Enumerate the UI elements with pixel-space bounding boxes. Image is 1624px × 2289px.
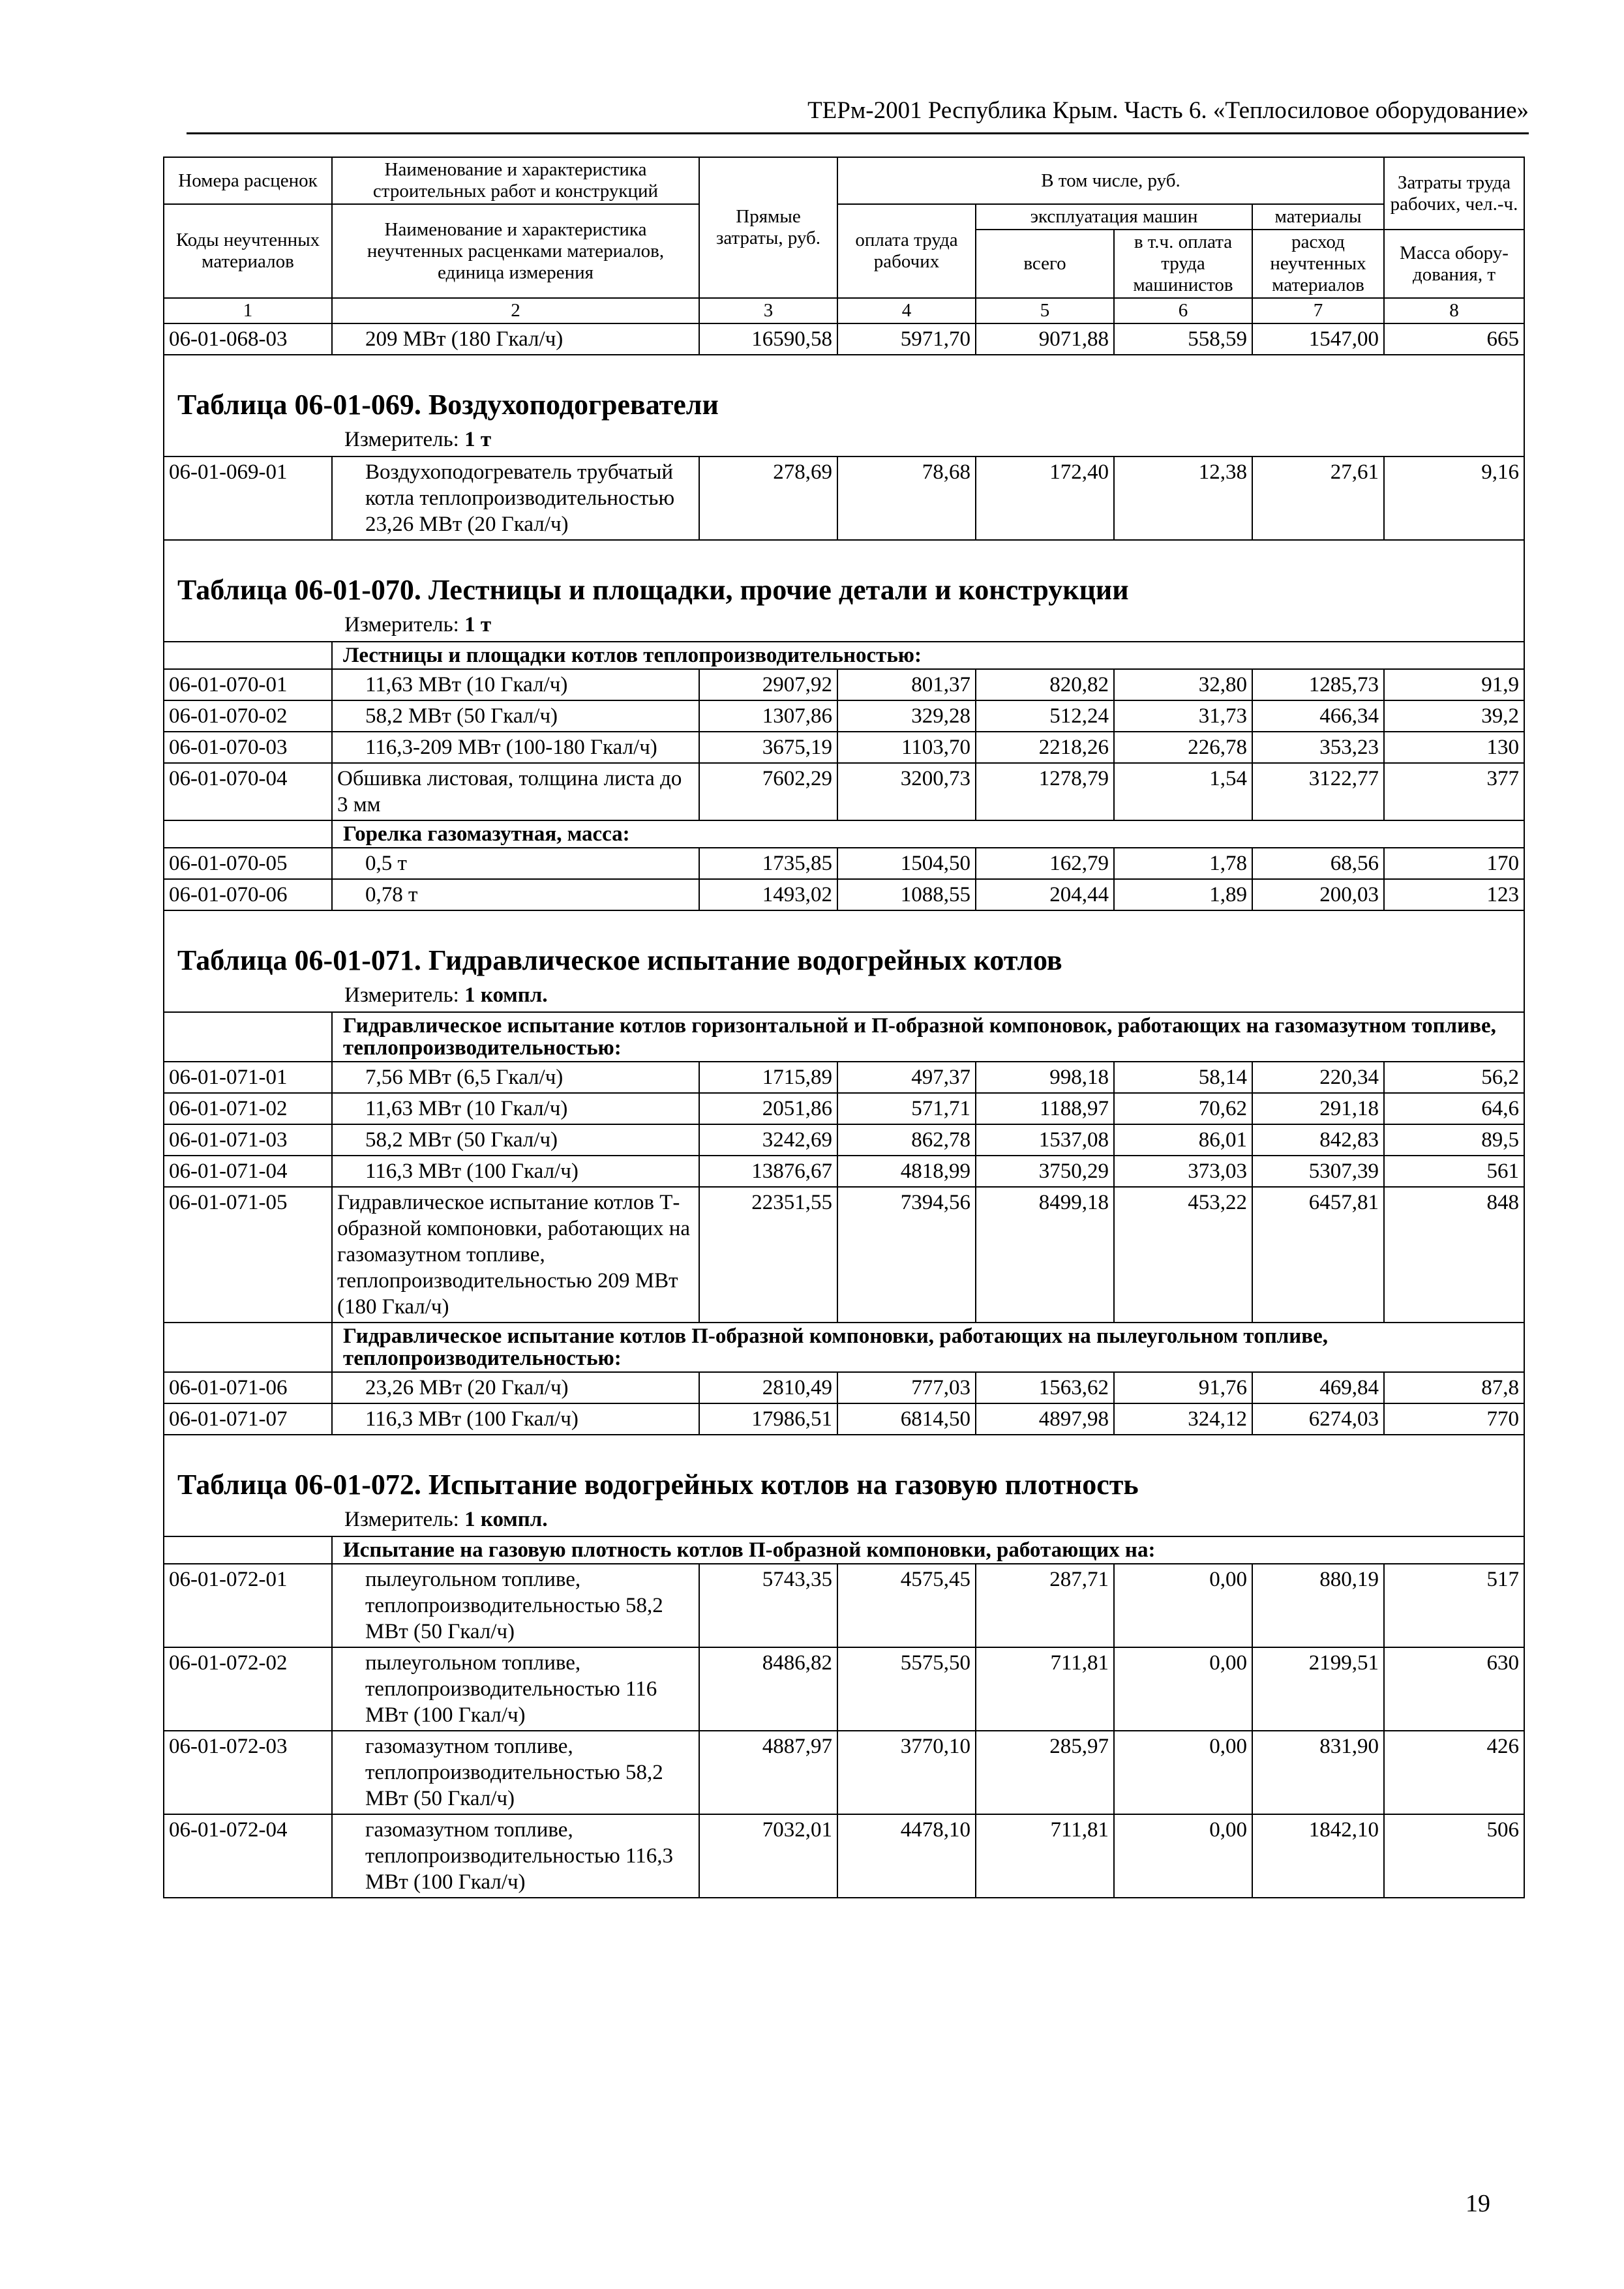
cell-code: 06-01-072-01 xyxy=(164,1564,332,1647)
cell-code: 06-01-071-01 xyxy=(164,1062,332,1093)
cell-code: 06-01-070-01 xyxy=(164,669,332,700)
table-row xyxy=(164,1062,1524,1093)
meter-cell xyxy=(164,611,1524,642)
group-blank xyxy=(164,1323,332,1372)
group-header: Испытание на газовую плотность котлов П-образной компоновки, работающих на: xyxy=(332,1536,1524,1564)
cell-labor: 377 xyxy=(1384,763,1524,820)
meter-row xyxy=(164,611,1524,642)
cell-name: 58,2 МВт (50 Гкал/ч) xyxy=(332,700,699,732)
group-header: Горелка газомазутная, масса: xyxy=(332,820,1524,848)
cell-direct: 1493,02 xyxy=(699,879,837,910)
cell-mach: 285,97 xyxy=(976,1731,1114,1814)
cell-mach-wage: 0,00 xyxy=(1114,1647,1252,1731)
table-row xyxy=(164,1372,1524,1403)
cell-mat: 1842,10 xyxy=(1252,1814,1384,1898)
cell-labor: 130 xyxy=(1384,732,1524,763)
cell-mach-wage: 0,00 xyxy=(1114,1814,1252,1898)
cell-name: 11,63 МВт (10 Гкал/ч) xyxy=(332,1093,699,1124)
section-title: Таблица 06-01-070. Лестницы и площадки, прочие детали и конструкции xyxy=(164,572,1524,611)
cell-wage: 4818,99 xyxy=(837,1156,976,1187)
rates-table xyxy=(163,157,1525,1898)
cell-mach: 711,81 xyxy=(976,1814,1114,1898)
cell-mat: 466,34 xyxy=(1252,700,1384,732)
table-row xyxy=(164,1403,1524,1435)
col-num-7: 7 xyxy=(1252,298,1384,323)
cell-mach-wage: 1,78 xyxy=(1114,848,1252,879)
cell-wage: 329,28 xyxy=(837,700,976,732)
cell-name: Воздухоподогреватель трубчатый котла теплопроизводительностью 23,26 МВт (20 Гкал/ч) xyxy=(332,456,699,540)
cell-labor: 665 xyxy=(1384,323,1524,355)
cell-mat: 2199,51 xyxy=(1252,1647,1384,1731)
cell-mat: 220,34 xyxy=(1252,1062,1384,1093)
cell-mach: 8499,18 xyxy=(976,1187,1114,1323)
cell-wage: 571,71 xyxy=(837,1093,976,1124)
cell-mat: 6274,03 xyxy=(1252,1403,1384,1435)
cell-labor: 123 xyxy=(1384,879,1524,910)
cell-wage: 777,03 xyxy=(837,1372,976,1403)
cell-name: 0,5 т xyxy=(332,848,699,879)
section-gap xyxy=(164,1435,1524,1467)
cell-direct: 2051,86 xyxy=(699,1093,837,1124)
cell-direct: 7602,29 xyxy=(699,763,837,820)
cell-mach-wage: 70,62 xyxy=(1114,1093,1252,1124)
meter-cell xyxy=(164,981,1524,1012)
cell-labor: 426 xyxy=(1384,1731,1524,1814)
cell-mat: 1285,73 xyxy=(1252,669,1384,700)
cell-wage: 1088,55 xyxy=(837,879,976,910)
cell-wage: 78,68 xyxy=(837,456,976,540)
section-title-row xyxy=(164,572,1524,611)
cell-direct: 8486,82 xyxy=(699,1647,837,1731)
group-header: Лестницы и площадки котлов теплопроизводительностью: xyxy=(332,642,1524,669)
cell-mach-wage: 558,59 xyxy=(1114,323,1252,355)
cell-mach: 9071,88 xyxy=(976,323,1114,355)
cell-mach-wage: 0,00 xyxy=(1114,1564,1252,1647)
cell-labor: 9,16 xyxy=(1384,456,1524,540)
section-gap xyxy=(164,355,1524,387)
cell-mach: 204,44 xyxy=(976,879,1114,910)
cell-direct: 2907,92 xyxy=(699,669,837,700)
cell-name: 0,78 т xyxy=(332,879,699,910)
cell-mach: 2218,26 xyxy=(976,732,1114,763)
cell-labor: 91,9 xyxy=(1384,669,1524,700)
cell-wage: 1504,50 xyxy=(837,848,976,879)
cell-mat: 68,56 xyxy=(1252,848,1384,879)
cell-labor: 39,2 xyxy=(1384,700,1524,732)
cell-code: 06-01-070-03 xyxy=(164,732,332,763)
cell-mat: 6457,81 xyxy=(1252,1187,1384,1323)
cell-wage: 7394,56 xyxy=(837,1187,976,1323)
hdr-name-works: Наименование и характеристика строительных работ и конструкций xyxy=(332,157,699,204)
cell-labor: 64,6 xyxy=(1384,1093,1524,1124)
cell-mach: 1278,79 xyxy=(976,763,1114,820)
cell-direct: 3242,69 xyxy=(699,1124,837,1156)
table-row xyxy=(164,1647,1524,1731)
meter-row xyxy=(164,981,1524,1012)
cell-name: 209 МВт (180 Гкал/ч) xyxy=(332,323,699,355)
group-blank xyxy=(164,1536,332,1564)
section-title: Таблица 06-01-071. Гидравлическое испытание водогрейных котлов xyxy=(164,942,1524,981)
cell-name: газомазутном топливе, теплопроизводительностью 58,2 МВт (50 Гкал/ч) xyxy=(332,1731,699,1814)
meter-value: 1 компл. xyxy=(464,983,548,1007)
cell-mat: 842,83 xyxy=(1252,1124,1384,1156)
cell-code: 06-01-070-05 xyxy=(164,848,332,879)
group-blank xyxy=(164,1012,332,1062)
cell-wage: 4575,45 xyxy=(837,1564,976,1647)
cell-code: 06-01-072-03 xyxy=(164,1731,332,1814)
cell-code: 06-01-070-04 xyxy=(164,763,332,820)
cell-mach: 1563,62 xyxy=(976,1372,1114,1403)
cell-direct: 22351,55 xyxy=(699,1187,837,1323)
cell-mach-wage: 226,78 xyxy=(1114,732,1252,763)
cell-direct: 4887,97 xyxy=(699,1731,837,1814)
section-title-row xyxy=(164,387,1524,426)
table-row xyxy=(164,1731,1524,1814)
hdr-rate-numbers: Номера расценок xyxy=(164,157,332,204)
cell-name: Гидравлическое испытание котлов Т-образной компоновки, работающих на газомазутном топливе, теплопроизводительностью 209 МВт (180 Гкал/ч) xyxy=(332,1187,699,1323)
cell-mach-wage: 1,89 xyxy=(1114,879,1252,910)
hdr-labor: Затраты труда рабочих, чел.-ч. xyxy=(1384,157,1524,230)
cell-wage: 4478,10 xyxy=(837,1814,976,1898)
table-row xyxy=(164,732,1524,763)
hdr-including: В том числе, руб. xyxy=(837,157,1384,204)
table-row xyxy=(164,1093,1524,1124)
table-row xyxy=(164,848,1524,879)
cell-code: 06-01-071-02 xyxy=(164,1093,332,1124)
cell-mach: 3750,29 xyxy=(976,1156,1114,1187)
header-row-1 xyxy=(164,157,1524,204)
cell-name: 7,56 МВт (6,5 Гкал/ч) xyxy=(332,1062,699,1093)
cell-direct: 17986,51 xyxy=(699,1403,837,1435)
cell-name: 116,3-209 МВт (100-180 Гкал/ч) xyxy=(332,732,699,763)
header-rule xyxy=(187,132,1529,134)
table-row xyxy=(164,879,1524,910)
cell-mach-wage: 58,14 xyxy=(1114,1062,1252,1093)
cell-code: 06-01-070-02 xyxy=(164,700,332,732)
cell-direct: 2810,49 xyxy=(699,1372,837,1403)
cell-mach-wage: 91,76 xyxy=(1114,1372,1252,1403)
section-title: Таблица 06-01-072. Испытание водогрейных котлов на газовую плотность xyxy=(164,1467,1524,1506)
cell-mat: 469,84 xyxy=(1252,1372,1384,1403)
cell-mach-wage: 12,38 xyxy=(1114,456,1252,540)
table-row xyxy=(164,1124,1524,1156)
cell-mat: 831,90 xyxy=(1252,1731,1384,1814)
cell-mach: 1188,97 xyxy=(976,1093,1114,1124)
table-row xyxy=(164,669,1524,700)
table-row xyxy=(164,323,1524,355)
meter-value: 1 т xyxy=(464,613,492,636)
group-blank xyxy=(164,642,332,669)
cell-mach-wage: 32,80 xyxy=(1114,669,1252,700)
group-blank xyxy=(164,820,332,848)
cell-wage: 3200,73 xyxy=(837,763,976,820)
cell-mat: 27,61 xyxy=(1252,456,1384,540)
section-gap xyxy=(164,910,1524,942)
hdr-unaccounted-names: Наименование и характеристика неучтенных расценками материалов, единица измерения xyxy=(332,204,699,298)
table-row xyxy=(164,1564,1524,1647)
cell-direct: 1735,85 xyxy=(699,848,837,879)
section-title-row xyxy=(164,1467,1524,1506)
cell-labor: 561 xyxy=(1384,1156,1524,1187)
cell-mach: 711,81 xyxy=(976,1647,1114,1731)
group-header-row xyxy=(164,1536,1524,1564)
cell-mach: 998,18 xyxy=(976,1062,1114,1093)
group-header: Гидравлическое испытание котлов П-образной компоновки, работающих на пылеугольном топливе, теплопроизводительностью: xyxy=(332,1323,1524,1372)
cell-mach: 287,71 xyxy=(976,1564,1114,1647)
hdr-machines: эксплуатация машин xyxy=(976,204,1252,230)
table-row xyxy=(164,1156,1524,1187)
cell-mat: 5307,39 xyxy=(1252,1156,1384,1187)
meter-value: 1 т xyxy=(464,428,492,451)
cell-direct: 16590,58 xyxy=(699,323,837,355)
cell-code: 06-01-071-04 xyxy=(164,1156,332,1187)
gap-cell xyxy=(164,910,1524,942)
section-title: Таблица 06-01-069. Воздухоподогреватели xyxy=(164,387,1524,426)
cell-mach-wage: 31,73 xyxy=(1114,700,1252,732)
meter-label: Измеритель: xyxy=(344,428,459,451)
meter-label: Измеритель: xyxy=(344,613,459,636)
table-row xyxy=(164,456,1524,540)
cell-direct: 13876,67 xyxy=(699,1156,837,1187)
meter-cell xyxy=(164,1506,1524,1536)
cell-wage: 6814,50 xyxy=(837,1403,976,1435)
cell-mach: 172,40 xyxy=(976,456,1114,540)
meter-row xyxy=(164,1506,1524,1536)
cell-wage: 1103,70 xyxy=(837,732,976,763)
cell-name: пылеугольном топливе, теплопроизводительностью 116 МВт (100 Гкал/ч) xyxy=(332,1647,699,1731)
meter-label: Измеритель: xyxy=(344,983,459,1007)
cell-labor: 87,8 xyxy=(1384,1372,1524,1403)
page-number: 19 xyxy=(1466,2190,1490,2217)
cell-mach: 1537,08 xyxy=(976,1124,1114,1156)
cell-mach-wage: 453,22 xyxy=(1114,1187,1252,1323)
meter-row xyxy=(164,426,1524,456)
cell-mach-wage: 373,03 xyxy=(1114,1156,1252,1187)
cell-code: 06-01-072-02 xyxy=(164,1647,332,1731)
cell-code: 06-01-070-06 xyxy=(164,879,332,910)
cell-name: 116,3 МВт (100 Гкал/ч) xyxy=(332,1403,699,1435)
meter-label: Измеритель: xyxy=(344,1508,459,1531)
cell-direct: 1715,89 xyxy=(699,1062,837,1093)
cell-name: пылеугольном топливе, теплопроизводительностью 58,2 МВт (50 Гкал/ч) xyxy=(332,1564,699,1647)
col-num-1: 1 xyxy=(164,298,332,323)
cell-labor: 170 xyxy=(1384,848,1524,879)
cell-mach: 820,82 xyxy=(976,669,1114,700)
gap-cell xyxy=(164,1435,1524,1467)
cell-mach-wage: 86,01 xyxy=(1114,1124,1252,1156)
cell-labor: 517 xyxy=(1384,1564,1524,1647)
cell-name: газомазутном топливе, теплопроизводительностью 116,3 МВт (100 Гкал/ч) xyxy=(332,1814,699,1898)
cell-wage: 3770,10 xyxy=(837,1731,976,1814)
hdr-machines-total: всего xyxy=(976,230,1114,298)
cell-code: 06-01-068-03 xyxy=(164,323,332,355)
cell-wage: 497,37 xyxy=(837,1062,976,1093)
cell-wage: 5575,50 xyxy=(837,1647,976,1731)
cell-code: 06-01-071-07 xyxy=(164,1403,332,1435)
cell-mat: 291,18 xyxy=(1252,1093,1384,1124)
hdr-materials: материалы xyxy=(1252,204,1384,230)
column-numbers-row xyxy=(164,298,1524,323)
col-num-8: 8 xyxy=(1384,298,1524,323)
hdr-unaccounted-spend: расход неучтенных материалов xyxy=(1252,230,1384,298)
hdr-machines-wage: в т.ч. оплата труда машинистов xyxy=(1114,230,1252,298)
group-header-row xyxy=(164,1012,1524,1062)
cell-code: 06-01-072-04 xyxy=(164,1814,332,1898)
table-row xyxy=(164,700,1524,732)
cell-name: 116,3 МВт (100 Гкал/ч) xyxy=(332,1156,699,1187)
cell-mach-wage: 0,00 xyxy=(1114,1731,1252,1814)
section-gap xyxy=(164,540,1524,572)
cell-mat: 880,19 xyxy=(1252,1564,1384,1647)
col-num-4: 4 xyxy=(837,298,976,323)
gap-cell xyxy=(164,540,1524,572)
hdr-unaccounted-codes: Коды неучтенных материалов xyxy=(164,204,332,298)
hdr-direct-costs: Прямые затраты, руб. xyxy=(699,157,837,298)
gap-cell xyxy=(164,355,1524,387)
cell-mach: 512,24 xyxy=(976,700,1114,732)
cell-mat: 3122,77 xyxy=(1252,763,1384,820)
cell-wage: 862,78 xyxy=(837,1124,976,1156)
cell-mat: 1547,00 xyxy=(1252,323,1384,355)
cell-direct: 7032,01 xyxy=(699,1814,837,1898)
cell-mach-wage: 324,12 xyxy=(1114,1403,1252,1435)
cell-labor: 89,5 xyxy=(1384,1124,1524,1156)
cell-wage: 5971,70 xyxy=(837,323,976,355)
cell-labor: 848 xyxy=(1384,1187,1524,1323)
cell-code: 06-01-071-06 xyxy=(164,1372,332,1403)
cell-labor: 506 xyxy=(1384,1814,1524,1898)
cell-mat: 353,23 xyxy=(1252,732,1384,763)
hdr-equipment-mass: Масса обору-дования, т xyxy=(1384,230,1524,298)
col-num-6: 6 xyxy=(1114,298,1252,323)
running-header: ТЕРм-2001 Республика Крым. Часть 6. «Теплосиловое оборудование» xyxy=(807,97,1529,124)
cell-labor: 770 xyxy=(1384,1403,1524,1435)
col-num-5: 5 xyxy=(976,298,1114,323)
cell-name: 58,2 МВт (50 Гкал/ч) xyxy=(332,1124,699,1156)
cell-name: 11,63 МВт (10 Гкал/ч) xyxy=(332,669,699,700)
section-title-row xyxy=(164,942,1524,981)
table-row xyxy=(164,763,1524,820)
col-num-2: 2 xyxy=(332,298,699,323)
cell-direct: 3675,19 xyxy=(699,732,837,763)
cell-mach-wage: 1,54 xyxy=(1114,763,1252,820)
group-header-row xyxy=(164,1323,1524,1372)
hdr-wage: оплата труда рабочих xyxy=(837,204,976,298)
table-row xyxy=(164,1814,1524,1898)
meter-value: 1 компл. xyxy=(464,1508,548,1531)
cell-name: 23,26 МВт (20 Гкал/ч) xyxy=(332,1372,699,1403)
cell-mach: 4897,98 xyxy=(976,1403,1114,1435)
group-header: Гидравлическое испытание котлов горизонтальной и П-образной компоновок, работающих на газомазутном топливе, теплопроизводительностью: xyxy=(332,1012,1524,1062)
header-row-2 xyxy=(164,204,1524,230)
cell-labor: 630 xyxy=(1384,1647,1524,1731)
cell-wage: 801,37 xyxy=(837,669,976,700)
col-num-3: 3 xyxy=(699,298,837,323)
cell-direct: 5743,35 xyxy=(699,1564,837,1647)
group-header-row xyxy=(164,820,1524,848)
cell-code: 06-01-069-01 xyxy=(164,456,332,540)
cell-code: 06-01-071-03 xyxy=(164,1124,332,1156)
table-row xyxy=(164,1187,1524,1323)
cell-direct: 1307,86 xyxy=(699,700,837,732)
cell-code: 06-01-071-05 xyxy=(164,1187,332,1323)
cell-name: Обшивка листовая, толщина листа до 3 мм xyxy=(332,763,699,820)
meter-cell xyxy=(164,426,1524,456)
cell-mat: 200,03 xyxy=(1252,879,1384,910)
cell-direct: 278,69 xyxy=(699,456,837,540)
cell-labor: 56,2 xyxy=(1384,1062,1524,1093)
cell-mach: 162,79 xyxy=(976,848,1114,879)
group-header-row xyxy=(164,642,1524,669)
